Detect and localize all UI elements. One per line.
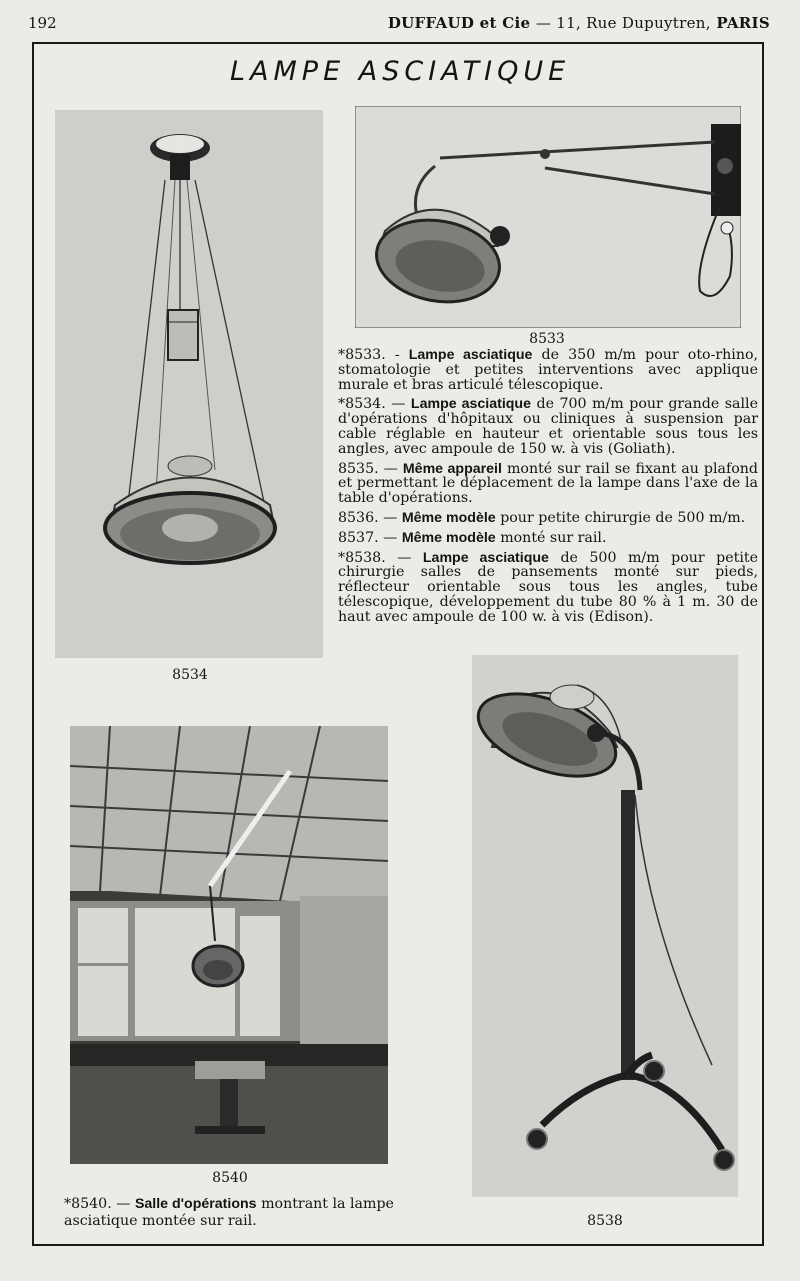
page-header xyxy=(0,14,800,38)
photo-8534-hanging-lamp xyxy=(55,110,323,658)
product-entries xyxy=(338,348,758,630)
publisher-line xyxy=(388,14,770,32)
entry-8536: 8536. — Même modèle pour petite chirurgie de 500 m/m. xyxy=(338,509,746,526)
caption-8538: 8538 xyxy=(587,1213,623,1229)
publisher-address: — 11, Rue Dupuytren, xyxy=(535,14,711,32)
page-title: LAMPE ASCIATIQUE xyxy=(230,56,571,87)
photo-8538-floor-lamp xyxy=(472,655,738,1197)
entry-8537: 8537. — Même modèle monté sur rail. xyxy=(338,529,607,546)
caption-8534: 8534 xyxy=(172,667,208,683)
entry-8535: 8535. — Même appareil monté sur rail se fixant au plafond et permettant le déplacement de la lampe dans l'axe de la table d'opérations. xyxy=(338,460,758,507)
publisher-name: DUFFAUD et Cie xyxy=(387,14,531,32)
photo-8540-operating-room xyxy=(70,726,388,1164)
page-number: 192 xyxy=(28,14,57,32)
entry-8538: *8538. — Lampe asciatique de 500 m/m pour petite chirurgie salles de pansements monté sur pieds, réflecteur orientable sous tous les angles, tube télescopique, développement du tube 80 % à 1 m. 30 de haut avec ampoule de 100 w. à vis (Edison). xyxy=(338,549,758,625)
entry-8534: *8534. — Lampe asciatique de 700 m/m pour grande salle d'opérations d'hôpitaux ou cliniques à suspension par cable réglable en hauteur et orientable sous tous les angles, avec ampoule de 150 w. à vis (Goliath). xyxy=(338,396,758,457)
caption-8533: 8533 xyxy=(529,331,565,347)
caption-8540-description: *8540. — Salle d'opérations montrant la lampe asciatique montée sur rail. xyxy=(64,1196,394,1229)
photo-8533-wall-lamp xyxy=(355,106,741,328)
publisher-city: PARIS xyxy=(716,14,770,32)
caption-8540: 8540 xyxy=(212,1170,248,1186)
entry-8533: *8533. - Lampe asciatique de 350 m/m pour oto-rhino, stomatologie et petites interventions avec applique murale et bras articulé télescopique. xyxy=(338,347,759,393)
